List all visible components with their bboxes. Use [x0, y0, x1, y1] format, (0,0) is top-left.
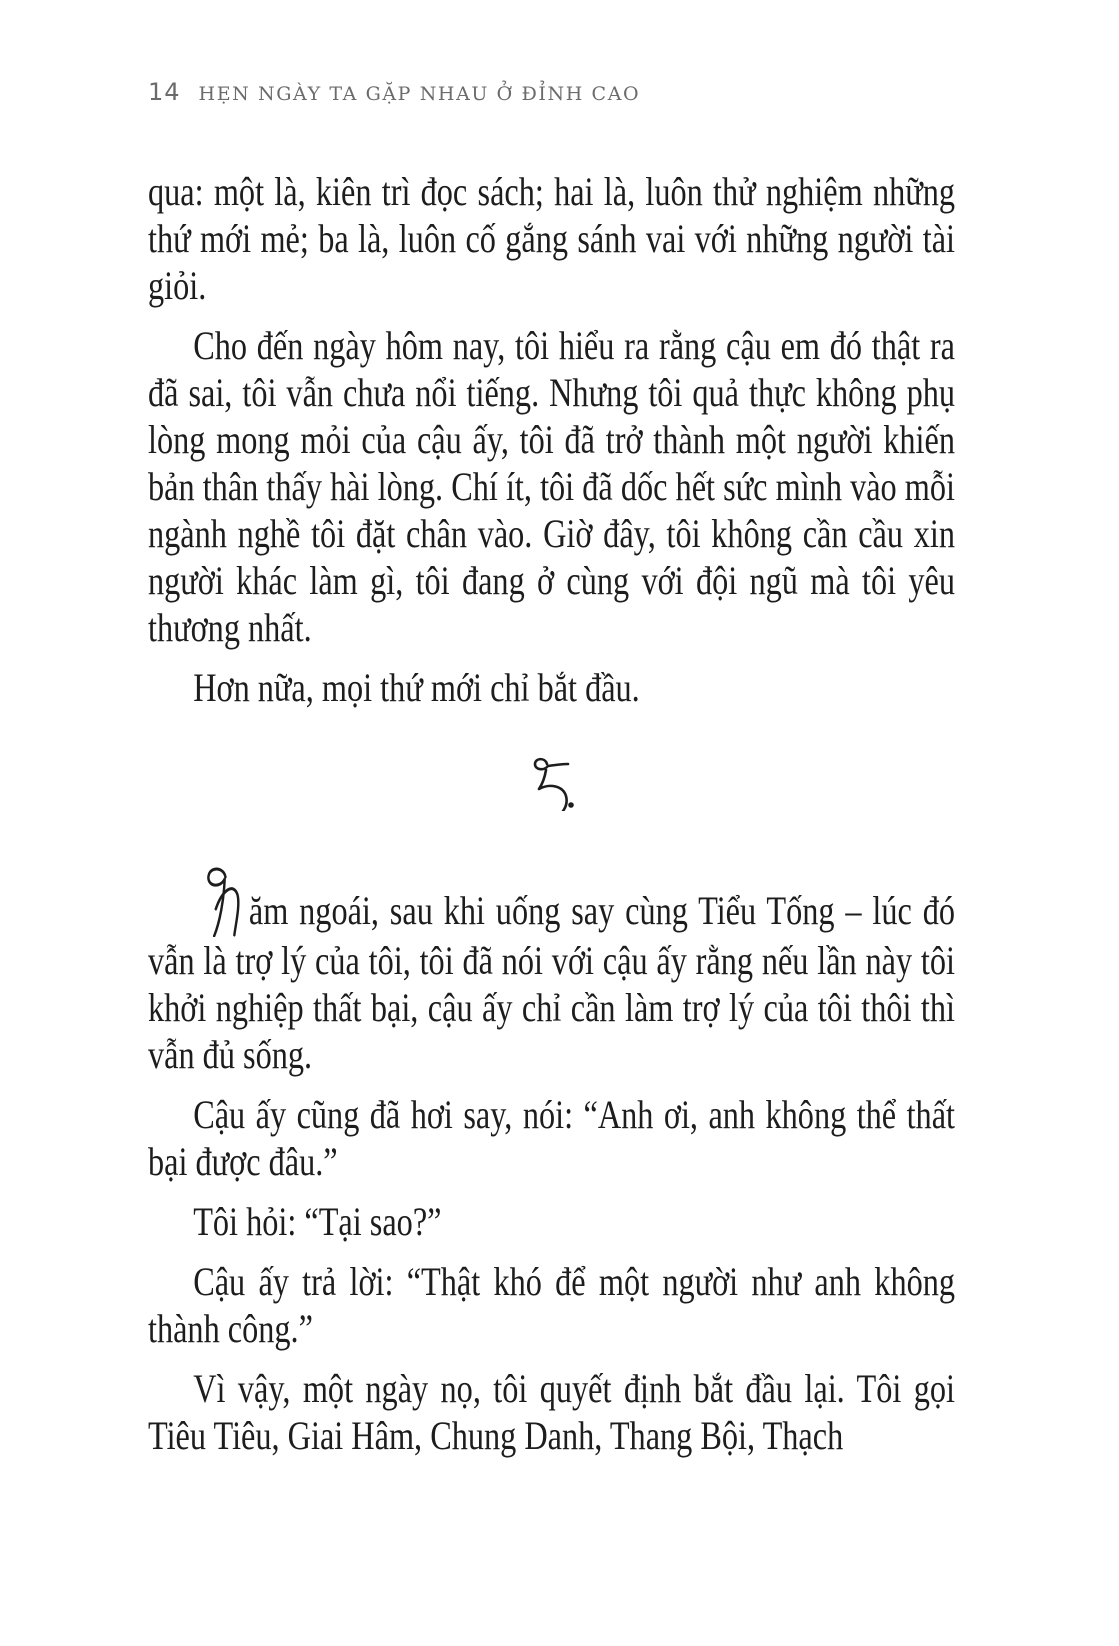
running-header	[148, 78, 640, 106]
text-block-bottom	[148, 865, 955, 1459]
page-content	[148, 168, 955, 1472]
paragraph-text: ăm ngoái, sau khi uống say cùng Tiểu Tống – lúc đó vẫn là trợ lý của tôi, tôi đã nói với cậu ấy rằng nếu lần này tôi khởi nghiệp thất bại, cậu ấy chỉ cần làm trợ lý của tôi thôi thì vẫn đủ sống.	[148, 888, 955, 1077]
paragraph: qua: một là, kiên trì đọc sách; hai là, luôn thử nghiệm những thứ mới mẻ; ba là, luôn cố gắng sánh vai với những người tài giỏi.	[148, 169, 955, 308]
paragraph-with-drop-cap	[148, 865, 955, 1078]
handwritten-numeral-5-icon	[529, 753, 575, 811]
text-block-top	[148, 168, 955, 711]
script-letter-n-icon	[193, 865, 245, 937]
paragraph: Tôi hỏi: “Tại sao?”	[193, 1199, 442, 1244]
paragraph: Vì vậy, một ngày nọ, tôi quyết định bắt đầu lại. Tôi gọi Tiêu Tiêu, Giai Hâm, Chung Danh, Thang Bội, Thạch	[148, 1366, 955, 1458]
section-number-text	[575, 753, 576, 754]
paragraph: Cho đến ngày hôm nay, tôi hiểu ra rằng cậu em đó thật ra đã sai, tôi vẫn chưa nổi tiếng. Nhưng tôi quả thực không phụ lòng mong mỏi của cậu ấy, tôi đã trở thành một người khiến bản thân thấy hài lòng. Chí ít, tôi đã dốc hết sức mình vào mỗi ngành nghề tôi đặt chân vào. Giờ đây, tôi không cần cầu xin người khác làm gì, tôi đang ở cùng với đội ngũ mà tôi yêu thương nhất.	[148, 323, 955, 650]
paragraph: Cậu ấy cũng đã hơi say, nói: “Anh ơi, anh không thể thất bại được đâu.”	[148, 1092, 955, 1184]
paragraph: Cậu ấy trả lời: “Thật khó để một người như anh không thành công.”	[148, 1259, 955, 1351]
page-number: 14	[148, 78, 181, 106]
paragraph: Hơn nữa, mọi thứ mới chỉ bắt đầu.	[193, 665, 640, 710]
section-heading	[148, 753, 955, 815]
running-title: HẸN NGÀY TA GẶP NHAU Ở ĐỈNH CAO	[198, 83, 641, 105]
